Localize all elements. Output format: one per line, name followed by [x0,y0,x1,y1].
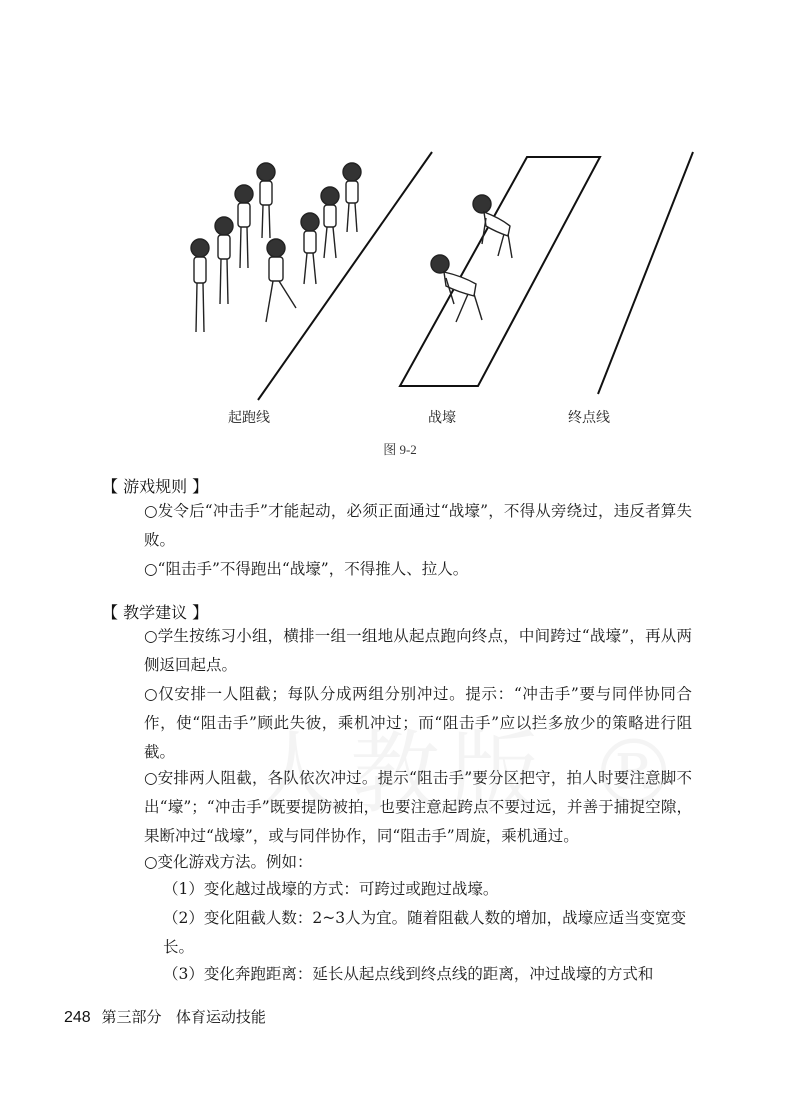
trench-label: 战壕 [428,410,456,426]
advice-item: ○安排两人阻截，各队依次冲过。提示“阻击手”要分区把守，拍人时要注意脚不出“壕”；“冲击手”既要提防被拍，也要注意起跨点不要过远，并善于捕捉空隙，果断冲过“战壕”，或与同伴协作，同“阻击手”周旋，乘机通过。 [144,769,692,845]
sub-item-number: （1） [163,880,204,898]
finish-line-label: 终点线 [568,410,610,426]
runner-figure [235,185,253,268]
sub-item-text: 变化越过战壕的方式：可跨过或跑过战壕。 [203,880,499,898]
start-line [258,152,432,400]
page-footer [64,1006,266,1027]
advice-item: ○学生按练习小组，横排一组一组地从起点跑向终点，中间跨过“战壕”，再从两侧返回起点。 [144,627,692,674]
runners-group [191,163,361,332]
runner-figure [257,163,275,238]
footer-title: 体育运动技能 [175,1008,266,1026]
sub-item-text: 变化阻截人数：2~3人为宜。随着阻截人数的增加，战壕应适当变宽变长。 [163,909,687,956]
figure-illustration [0,0,800,470]
figure-caption: 图 9-2 [383,442,417,457]
runner-figure [266,239,296,322]
blocker-figure [431,255,482,322]
advice-item: ○仅安排一人阻截；每队分成两组分别冲过。提示：“冲击手”要与同伴协同合作，使“阻击手”顾此失彼，乘机冲过；而“阻击手”应以拦多放少的策略进行阻截。 [144,685,692,761]
advice-sub-item [163,960,703,989]
advice-sub-item [163,875,703,904]
advice-item: ○变化游戏方法。例如： [144,853,313,871]
start-line-label: 起跑线 [228,410,270,426]
advice-heading: 【 教学建议 】 [102,603,209,622]
runner-figure [343,163,361,232]
footer-part: 第三部分 [101,1008,162,1026]
rule-item: ○“阻击手”不得跑出“战壕”，不得推人、拉人。 [144,560,469,578]
advice-sub-item [163,904,703,962]
sub-item-number: （3） [163,965,204,983]
runner-figure [215,217,233,304]
rules-heading: 【 游戏规则 】 [102,477,209,496]
runner-figure [321,187,339,258]
sub-item-text: 变化奔跑距离：延长从起点线到终点线的距离，冲过战壕的方式和 [203,965,654,983]
trench-rect [400,157,600,386]
finish-line [598,152,693,394]
runner-figure [301,213,319,284]
blocker-figure [473,195,512,258]
runner-figure [191,239,209,332]
sub-item-number: （2） [163,909,204,927]
rule-item: ○发令后“冲击手”才能起动，必须正面通过“战壕”，不得从旁绕过，违反者算失败。 [144,502,692,549]
page-number: 248 [64,1009,91,1026]
